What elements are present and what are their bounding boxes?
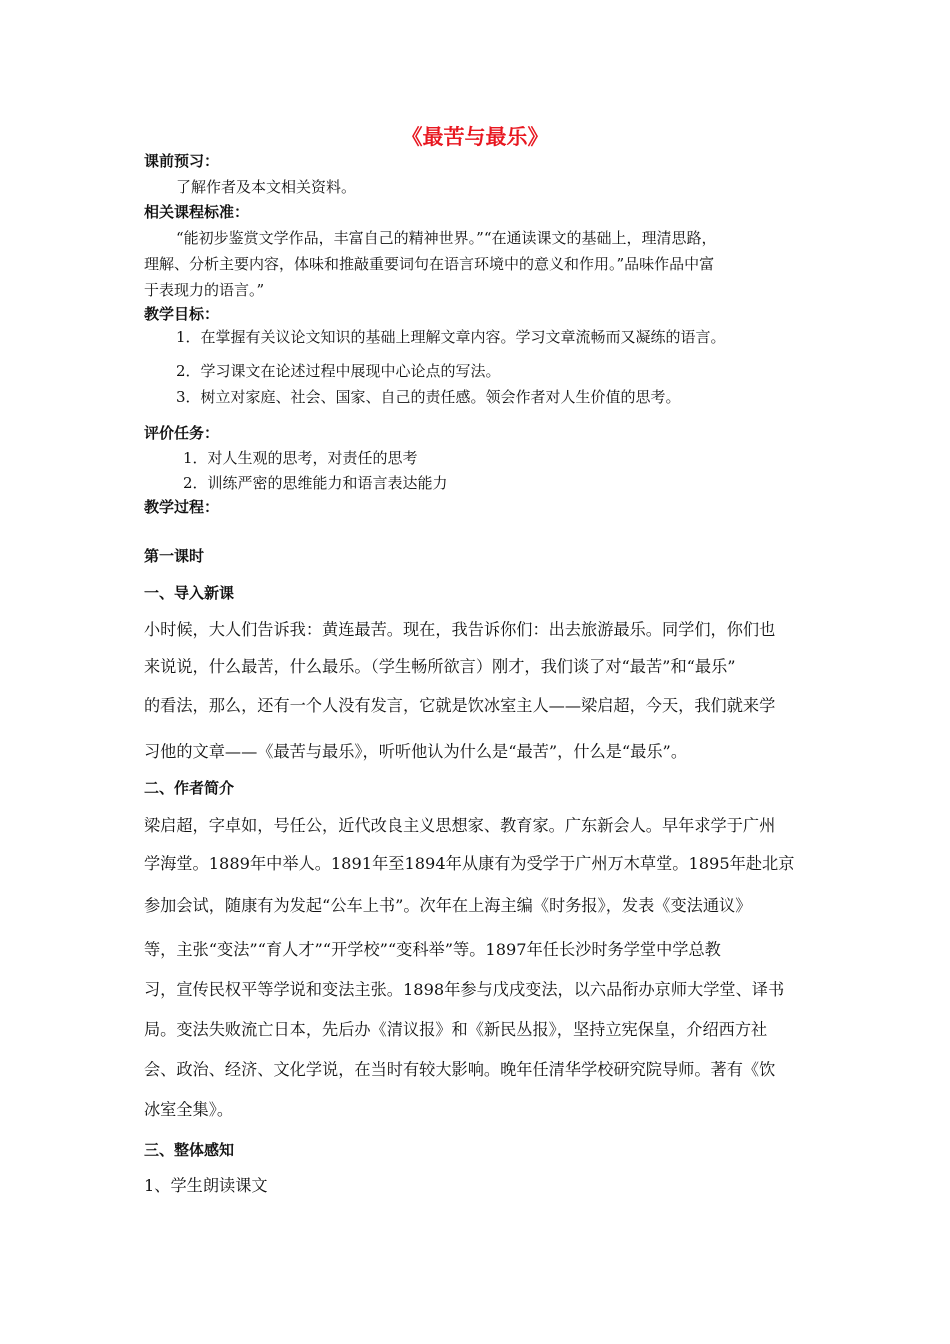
standards-heading: 相关课程标准： [144, 203, 250, 221]
goal-item: 1．在掌握有关议论文知识的基础上理解文章内容。学习文章流畅而又凝练的语言。 [176, 328, 726, 346]
author-line: 参加会试，随康有为发起“公车上书”。次年在上海主编《时务报》，发表《变法通议》 [144, 896, 752, 915]
standards-line: 于表现力的语言。” [144, 281, 265, 299]
author-line: 会、政治、经济、文化学说，在当时有较大影响。晚年任清华学校研究院导师。著有《饮 [144, 1060, 776, 1079]
lesson-heading: 第一课时 [144, 547, 205, 565]
author-line: 习，宣传民权平等学说和变法主张。1898年参与戊戌变法，以六品衔办京师大学堂、译书 [144, 980, 785, 999]
author-line: 学海堂。1889年中举人。1891年至1894年从康有为受学于广州万木草堂。1895年赴北京 [144, 854, 795, 873]
standards-line: 理解、分析主要内容，体味和推敲重要词句在语言环境中的意义和作用。”品味作品中富 [144, 255, 715, 273]
intro-line: 小时候，大人们告诉我：黄连最苦。现在，我告诉你们：出去旅游最乐。同学们，你们也 [144, 620, 776, 639]
intro-line: 的看法，那么，还有一个人没有发言，它就是饮冰室主人——梁启超，今天，我们就来学 [144, 696, 776, 715]
goals-heading: 教学目标： [144, 305, 220, 323]
goal-item: 3．树立对家庭、社会、国家、自己的责任感。领会作者对人生价值的思考。 [176, 388, 681, 406]
standards-line: “能初步鉴赏文学作品，丰富自己的精神世界。”“在通读课文的基础上，理清思路， [176, 229, 717, 247]
section-heading-intro: 一、导入新课 [144, 584, 235, 602]
assessment-item: 2．训练严密的思维能力和语言表达能力 [183, 474, 448, 492]
section-heading-author: 二、作者简介 [144, 779, 235, 797]
author-line: 局。变法失败流亡日本，先后办《清议报》和《新民丛报》，坚持立宪保皇，介绍西方社 [144, 1020, 768, 1039]
author-line: 冰室全集》。 [144, 1100, 234, 1119]
intro-line: 来说说，什么最苦，什么最乐。（学生畅所欲言）刚才，我们谈了对“最苦”和“最乐” [144, 657, 736, 676]
preview-heading: 课前预习： [144, 152, 220, 170]
author-line: 梁启超，字卓如，号任公，近代改良主义思想家、教育家。广东新会人。早年求学于广州 [144, 816, 776, 835]
author-line: 等，主张“变法”“育人才”“开学校”“变科举”等。1897年任长沙时务学堂中学总教 [144, 940, 721, 959]
assessment-heading: 评价任务： [144, 424, 220, 442]
process-heading: 教学过程： [144, 498, 220, 516]
intro-line: 习他的文章——《最苦与最乐》，听听他认为什么是“最苦”，什么是“最乐”。 [144, 742, 687, 761]
section-heading-overview: 三、整体感知 [144, 1141, 235, 1159]
preview-text: 了解作者及本文相关资料。 [176, 178, 357, 196]
overview-item: 1、学生朗读课文 [144, 1176, 268, 1195]
document-title: 《最苦与最乐》 [401, 125, 549, 149]
assessment-item: 1．对人生观的思考，对责任的思考 [183, 449, 418, 467]
goal-item: 2．学习课文在论述过程中展现中心论点的写法。 [176, 362, 501, 380]
